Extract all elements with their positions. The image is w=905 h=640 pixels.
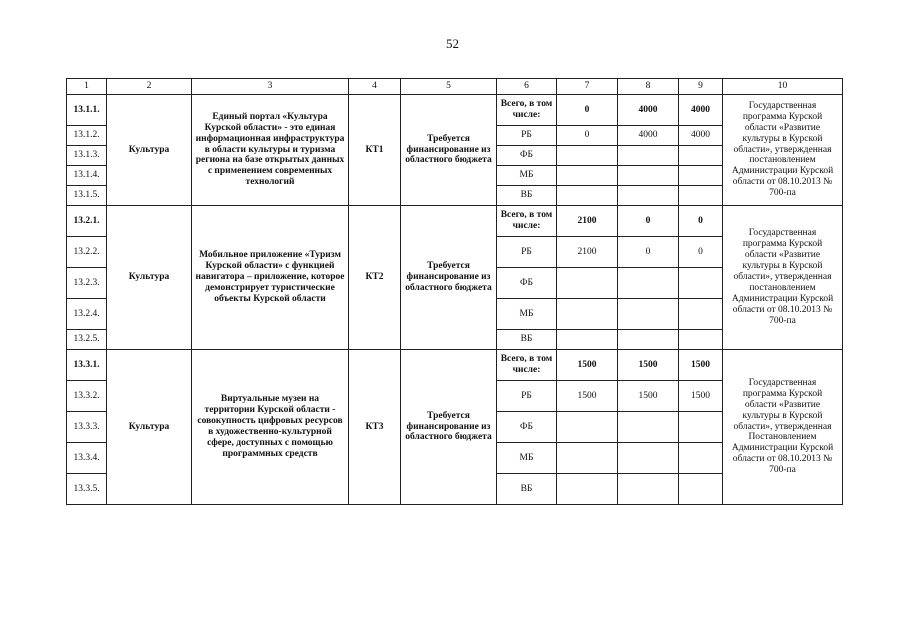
program-cell: Государственная программа Курской области «Развитие культуры в Курской области», утвержденная Постановлением Администрации Курской области от 08.10.2013 № 700-па <box>723 350 843 505</box>
amount-col7 <box>557 186 618 206</box>
source-cell: Всего, в том числе: <box>497 206 557 237</box>
funding-cell: Требуется финансирование из областного бюджета <box>401 206 497 350</box>
amount-col7 <box>557 412 618 443</box>
header-cell: 2 <box>107 79 192 95</box>
table-row <box>67 350 843 381</box>
item-code: 13.3.3. <box>67 412 107 443</box>
table-row <box>67 95 843 126</box>
header-cell: 10 <box>723 79 843 95</box>
amount-col8: 0 <box>618 206 679 237</box>
item-code: 13.1.3. <box>67 146 107 166</box>
source-cell: ФБ <box>497 412 557 443</box>
amount-col8 <box>618 268 679 299</box>
amount-col9: 1500 <box>679 350 723 381</box>
control-point-cell: КТ1 <box>349 95 401 206</box>
sphere-cell: Культура <box>107 350 192 505</box>
source-cell: ВБ <box>497 330 557 350</box>
budget-table <box>66 78 843 505</box>
amount-col9 <box>679 330 723 350</box>
item-code: 13.3.2. <box>67 381 107 412</box>
amount-col7 <box>557 299 618 330</box>
amount-col7: 2100 <box>557 237 618 268</box>
sphere-cell: Культура <box>107 95 192 206</box>
amount-col7 <box>557 268 618 299</box>
amount-col9: 4000 <box>679 126 723 146</box>
page-number: 52 <box>446 36 459 51</box>
amount-col9 <box>679 186 723 206</box>
amount-col8: 1500 <box>618 350 679 381</box>
item-code: 13.3.5. <box>67 474 107 505</box>
amount-col8 <box>618 474 679 505</box>
table-row <box>67 206 843 237</box>
item-code: 13.2.1. <box>67 206 107 237</box>
control-point-cell: КТ2 <box>349 206 401 350</box>
item-code: 13.2.5. <box>67 330 107 350</box>
source-cell: РБ <box>497 381 557 412</box>
source-cell: МБ <box>497 299 557 330</box>
source-cell: Всего, в том числе: <box>497 95 557 126</box>
source-cell: ВБ <box>497 186 557 206</box>
amount-col9: 0 <box>679 237 723 268</box>
header-cell: 6 <box>497 79 557 95</box>
source-cell: ФБ <box>497 268 557 299</box>
amount-col9 <box>679 166 723 186</box>
amount-col7: 1500 <box>557 381 618 412</box>
header-cell: 8 <box>618 79 679 95</box>
amount-col7: 2100 <box>557 206 618 237</box>
header-cell: 9 <box>679 79 723 95</box>
amount-col8: 0 <box>618 237 679 268</box>
amount-col8 <box>618 330 679 350</box>
item-code: 13.1.4. <box>67 166 107 186</box>
program-cell: Государственная программа Курской области «Развитие культуры в Курской области», утвержденная постановлением Администрации Курской области от 08.10.2013 № 700-па <box>723 95 843 206</box>
amount-col7 <box>557 166 618 186</box>
item-code: 13.2.3. <box>67 268 107 299</box>
item-code: 13.1.1. <box>67 95 107 126</box>
item-code: 13.1.2. <box>67 126 107 146</box>
table-header-row <box>67 79 843 95</box>
amount-col8 <box>618 299 679 330</box>
description-cell: Виртуальные музеи на территории Курской области - совокупность цифровых ресурсов в художественно-культурной сфере, доступных с помощью программных средств <box>192 350 349 505</box>
amount-col8 <box>618 443 679 474</box>
description-cell: Единый портал «Культура Курской области» - это единая информационная инфраструктура в области культуры и туризма региона на базе открытых данных с применением современных технологий <box>192 95 349 206</box>
source-cell: ВБ <box>497 474 557 505</box>
amount-col8 <box>618 146 679 166</box>
source-cell: МБ <box>497 443 557 474</box>
amount-col9: 1500 <box>679 381 723 412</box>
amount-col8 <box>618 166 679 186</box>
item-code: 13.1.5. <box>67 186 107 206</box>
description-cell: Мобильное приложение «Туризм Курской области» с функцией навигатора – приложение, которое демонстрирует туристические объекты Курской области <box>192 206 349 350</box>
amount-col7 <box>557 443 618 474</box>
funding-cell: Требуется финансирование из областного бюджета <box>401 350 497 505</box>
header-cell: 4 <box>349 79 401 95</box>
sphere-cell: Культура <box>107 206 192 350</box>
amount-col7: 1500 <box>557 350 618 381</box>
amount-col9: 4000 <box>679 95 723 126</box>
header-cell: 5 <box>401 79 497 95</box>
item-code: 13.2.2. <box>67 237 107 268</box>
amount-col8 <box>618 412 679 443</box>
source-cell: ФБ <box>497 146 557 166</box>
item-code: 13.3.4. <box>67 443 107 474</box>
amount-col9 <box>679 412 723 443</box>
amount-col8: 4000 <box>618 95 679 126</box>
amount-col8 <box>618 186 679 206</box>
amount-col7 <box>557 330 618 350</box>
item-code: 13.3.1. <box>67 350 107 381</box>
control-point-cell: КТ3 <box>349 350 401 505</box>
amount-col9 <box>679 299 723 330</box>
amount-col8: 1500 <box>618 381 679 412</box>
amount-col7: 0 <box>557 95 618 126</box>
source-cell: Всего, в том числе: <box>497 350 557 381</box>
amount-col7 <box>557 474 618 505</box>
source-cell: РБ <box>497 237 557 268</box>
header-cell: 7 <box>557 79 618 95</box>
source-cell: МБ <box>497 166 557 186</box>
amount-col9: 0 <box>679 206 723 237</box>
amount-col9 <box>679 474 723 505</box>
header-cell: 1 <box>67 79 107 95</box>
amount-col9 <box>679 443 723 474</box>
amount-col7 <box>557 146 618 166</box>
funding-cell: Требуется финансирование из областного бюджета <box>401 95 497 206</box>
item-code: 13.2.4. <box>67 299 107 330</box>
program-cell: Государственная программа Курской области «Развитие культуры в Курской области», утвержденная постановлением Администрации Курской области от 08.10.2013 № 700-па <box>723 206 843 350</box>
source-cell: РБ <box>497 126 557 146</box>
amount-col7: 0 <box>557 126 618 146</box>
header-cell: 3 <box>192 79 349 95</box>
amount-col8: 4000 <box>618 126 679 146</box>
amount-col9 <box>679 268 723 299</box>
amount-col9 <box>679 146 723 166</box>
